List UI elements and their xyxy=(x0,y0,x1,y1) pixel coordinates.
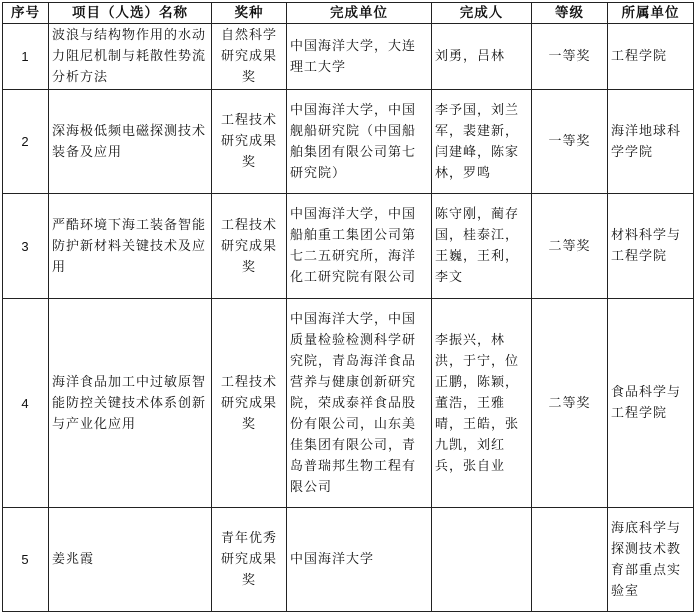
cell-dept: 材料科学与工程学院 xyxy=(608,194,694,299)
cell-no: 5 xyxy=(3,508,49,612)
cell-type: 工程技术研究成果奖 xyxy=(212,90,287,194)
table-row xyxy=(3,299,694,508)
header-persons: 完成人 xyxy=(432,3,532,24)
header-units: 完成单位 xyxy=(287,3,432,24)
table-row xyxy=(3,508,694,612)
table-row xyxy=(3,90,694,194)
cell-no: 3 xyxy=(3,194,49,299)
header-row xyxy=(3,3,694,24)
cell-type: 工程技术研究成果奖 xyxy=(212,194,287,299)
cell-level: 二等奖 xyxy=(532,194,608,299)
cell-persons: 陈守刚，蔺存国，桂泰江，王巍，王利，李文 xyxy=(432,194,532,299)
cell-name: 严酷环境下海工装备智能防护新材料关键技术及应用 xyxy=(49,194,212,299)
cell-no: 4 xyxy=(3,299,49,508)
cell-dept: 工程学院 xyxy=(608,24,694,90)
awards-table xyxy=(2,2,694,612)
cell-no: 1 xyxy=(3,24,49,90)
header-dept: 所属单位 xyxy=(608,3,694,24)
cell-level: 二等奖 xyxy=(532,299,608,508)
header-level: 等级 xyxy=(532,3,608,24)
cell-name: 波浪与结构物作用的水动力阻尼机制与耗散性势流分析方法 xyxy=(49,24,212,90)
cell-persons: 李振兴，林洪，于宁，位正鹏，陈颖，董浩，王雅晴，王皓，张九凯，刘红兵，张自业 xyxy=(432,299,532,508)
cell-dept: 食品科学与工程学院 xyxy=(608,299,694,508)
cell-dept: 海洋地球科学学院 xyxy=(608,90,694,194)
cell-name: 姜兆霞 xyxy=(49,508,212,612)
cell-units: 中国海洋大学，中国舰船研究院（中国船舶集团有限公司第七研究院） xyxy=(287,90,432,194)
header-type: 奖种 xyxy=(212,3,287,24)
header-no: 序号 xyxy=(3,3,49,24)
cell-persons xyxy=(432,508,532,612)
cell-dept: 海底科学与探测技术教育部重点实验室 xyxy=(608,508,694,612)
cell-persons: 李予国，刘兰军，裴建新，闫建峰，陈家林，罗鸣 xyxy=(432,90,532,194)
cell-no: 2 xyxy=(3,90,49,194)
table-row xyxy=(3,194,694,299)
cell-level xyxy=(532,508,608,612)
cell-type: 自然科学研究成果奖 xyxy=(212,24,287,90)
cell-name: 深海极低频电磁探测技术装备及应用 xyxy=(49,90,212,194)
cell-units: 中国海洋大学，大连理工大学 xyxy=(287,24,432,90)
header-name: 项目（人选）名称 xyxy=(49,3,212,24)
cell-units: 中国海洋大学，中国质量检验检测科学研究院，青岛海洋食品营养与健康创新研究院，荣成泰祥食品股份有限公司，山东美佳集团有限公司，青岛普瑞邦生物工程有限公司 xyxy=(287,299,432,508)
cell-units: 中国海洋大学，中国船舶重工集团公司第七二五研究所，海洋化工研究院有限公司 xyxy=(287,194,432,299)
cell-units: 中国海洋大学 xyxy=(287,508,432,612)
cell-level: 一等奖 xyxy=(532,90,608,194)
table-row xyxy=(3,24,694,90)
cell-name: 海洋食品加工中过敏原智能防控关键技术体系创新与产业化应用 xyxy=(49,299,212,508)
cell-type: 工程技术研究成果奖 xyxy=(212,299,287,508)
cell-persons: 刘勇，吕林 xyxy=(432,24,532,90)
cell-level: 一等奖 xyxy=(532,24,608,90)
cell-type: 青年优秀研究成果奖 xyxy=(212,508,287,612)
